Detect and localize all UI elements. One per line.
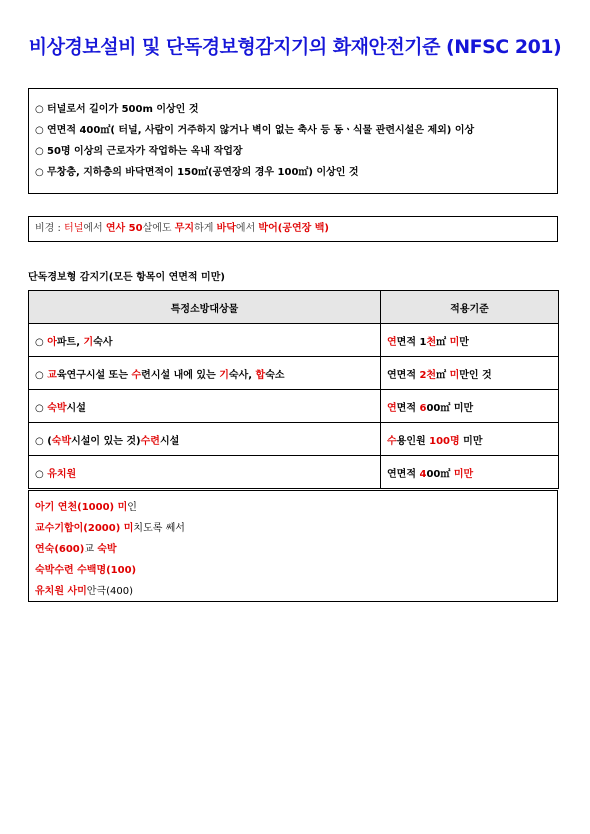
highlight-text: 수련: [140, 435, 160, 447]
plain-text: 면적: [396, 402, 420, 414]
column-header: 적용기준: [381, 291, 559, 324]
plain-text: 숙사: [93, 336, 113, 348]
plain-text: ○: [35, 468, 48, 480]
plain-text: 만: [459, 336, 469, 348]
memo-line: [35, 581, 557, 602]
memo-box: [28, 490, 558, 602]
table-row: [29, 456, 559, 489]
highlight-text: 기: [219, 369, 229, 381]
highlight-text: 아: [47, 336, 57, 348]
criteria-text: 무창층, 지하층의 바닥면적이 150㎡(공연장의 경우 100㎡) 이상인 것: [47, 167, 359, 178]
mnemonic-highlight: 박어(공연장 백): [258, 223, 330, 234]
mnemonic-part: 하게: [194, 223, 217, 234]
criteria-text: 50명 이상의 근로자가 작업하는 옥내 작업장: [47, 146, 243, 157]
highlight-text: 합: [255, 369, 266, 381]
mnemonic-highlight: 바닥: [216, 223, 236, 234]
criteria-text: 터널로서 길이가 500m 이상인 것: [47, 104, 199, 115]
plain-text: 연면적: [387, 369, 420, 381]
highlight-text: 미: [449, 336, 460, 348]
target-cell: [29, 324, 381, 357]
plain-text: 면적 1: [396, 336, 427, 348]
target-cell: [29, 357, 381, 390]
table-header-row: [29, 291, 559, 324]
criteria-item: [35, 162, 557, 183]
plain-text: 교: [84, 544, 98, 555]
plain-text: 시설이 있는 것): [71, 435, 141, 447]
highlight-text: 아기 연천(1000) 미: [35, 502, 128, 513]
table-row: [29, 357, 559, 390]
mnemonic-part: 에서: [83, 223, 106, 234]
plain-text: ㎡: [436, 369, 450, 381]
plain-text: 만인 것: [459, 369, 492, 381]
column-header: 특정소방대상물: [29, 291, 381, 324]
circle-bullet-icon: ○: [35, 146, 44, 157]
target-cell: [29, 423, 381, 456]
plain-text: 미만: [459, 435, 483, 447]
plain-text: 연면적: [387, 468, 420, 480]
circle-bullet-icon: ○: [35, 104, 44, 115]
highlight-text: 천: [426, 336, 437, 348]
memo-line: [35, 497, 557, 518]
criteria-cell: [381, 357, 559, 390]
highlight-text: 숙박: [51, 435, 72, 447]
criteria-box: [28, 88, 558, 194]
highlight-text: 미만: [453, 468, 474, 480]
table-row: [29, 423, 559, 456]
highlight-text: 수: [131, 369, 142, 381]
circle-bullet-icon: ○: [35, 167, 44, 178]
criteria-item: [35, 99, 557, 120]
memo-line: [35, 518, 557, 539]
target-cell: [29, 456, 381, 489]
criteria-item: [35, 120, 557, 141]
table-row: [29, 390, 559, 423]
mnemonic-part: 에서: [235, 223, 259, 234]
target-cell: [29, 390, 381, 423]
highlight-text: 교수기합이(2000) 미: [35, 523, 134, 534]
plain-text: 시설: [66, 402, 86, 414]
criteria-cell: [381, 390, 559, 423]
detector-table: [28, 290, 559, 489]
plain-text: 련시설 내에 있는: [141, 369, 220, 381]
highlight-text: 숙박: [97, 544, 117, 555]
plain-text: 00㎡: [426, 468, 454, 480]
plain-text: ○: [35, 402, 48, 414]
memo-line: [35, 539, 557, 560]
table-row: [29, 324, 559, 357]
plain-text: 파트,: [56, 336, 84, 348]
plain-text: 안극(400): [86, 586, 134, 597]
plain-text: 육연구시설 또는: [56, 369, 132, 381]
highlight-text: 연: [387, 402, 397, 414]
highlight-text: 4: [419, 468, 427, 480]
mnemonic-highlight: 무지: [174, 223, 195, 234]
circle-bullet-icon: ○: [35, 125, 44, 136]
plain-text: ㎡: [436, 336, 450, 348]
highlight-text: 수: [387, 435, 397, 447]
memo-line: [35, 560, 557, 581]
section-title: 단독경보형 감지기(모든 항목이 연면적 미만): [28, 272, 225, 283]
plain-text: 00㎡ 미만: [426, 402, 474, 414]
highlight-text: 기: [83, 336, 94, 348]
plain-text: ○: [35, 336, 48, 348]
plain-text: 인: [127, 502, 137, 513]
plain-text: ○ (: [35, 435, 52, 447]
criteria-cell: [381, 423, 559, 456]
page-title: 비상경보설비 및 단독경보형감지기의 화재안전기준 (NFSC 201): [28, 36, 562, 58]
highlight-text: 유치원 사미: [35, 586, 87, 597]
highlight-text: 2천: [419, 369, 437, 381]
highlight-text: 연: [387, 336, 397, 348]
criteria-text: 연면적 400㎡( 터널, 사람이 거주하지 않거나 벽이 없는 축사 등 동ㆍ식물 관련시설은 제외) 이상: [47, 125, 475, 136]
plain-text: 용인원: [396, 435, 430, 447]
criteria-item: [35, 141, 557, 162]
criteria-cell: [381, 456, 559, 489]
criteria-cell: [381, 324, 559, 357]
plain-text: 시설: [159, 435, 180, 447]
plain-text: 치도록 쎄서: [133, 523, 185, 534]
mnemonic-highlight: 터널: [64, 223, 84, 234]
highlight-text: 연숙(600): [35, 544, 85, 555]
highlight-text: 100명: [429, 435, 460, 447]
highlight-text: 숙박수련 수백명(100): [35, 565, 137, 576]
highlight-text: 유치원: [47, 468, 77, 480]
mnemonic-part: 살에도: [142, 223, 175, 234]
highlight-text: 미: [449, 369, 460, 381]
plain-text: 숙소: [265, 369, 285, 381]
highlight-text: 교: [47, 369, 57, 381]
highlight-text: 6: [419, 402, 427, 414]
mnemonic-highlight: 연사 50: [105, 223, 143, 234]
highlight-text: 숙박: [47, 402, 67, 414]
mnemonic-part: 비경 :: [35, 223, 65, 234]
plain-text: 숙사,: [228, 369, 256, 381]
plain-text: ○: [35, 369, 48, 381]
mnemonic-box: [28, 216, 558, 242]
